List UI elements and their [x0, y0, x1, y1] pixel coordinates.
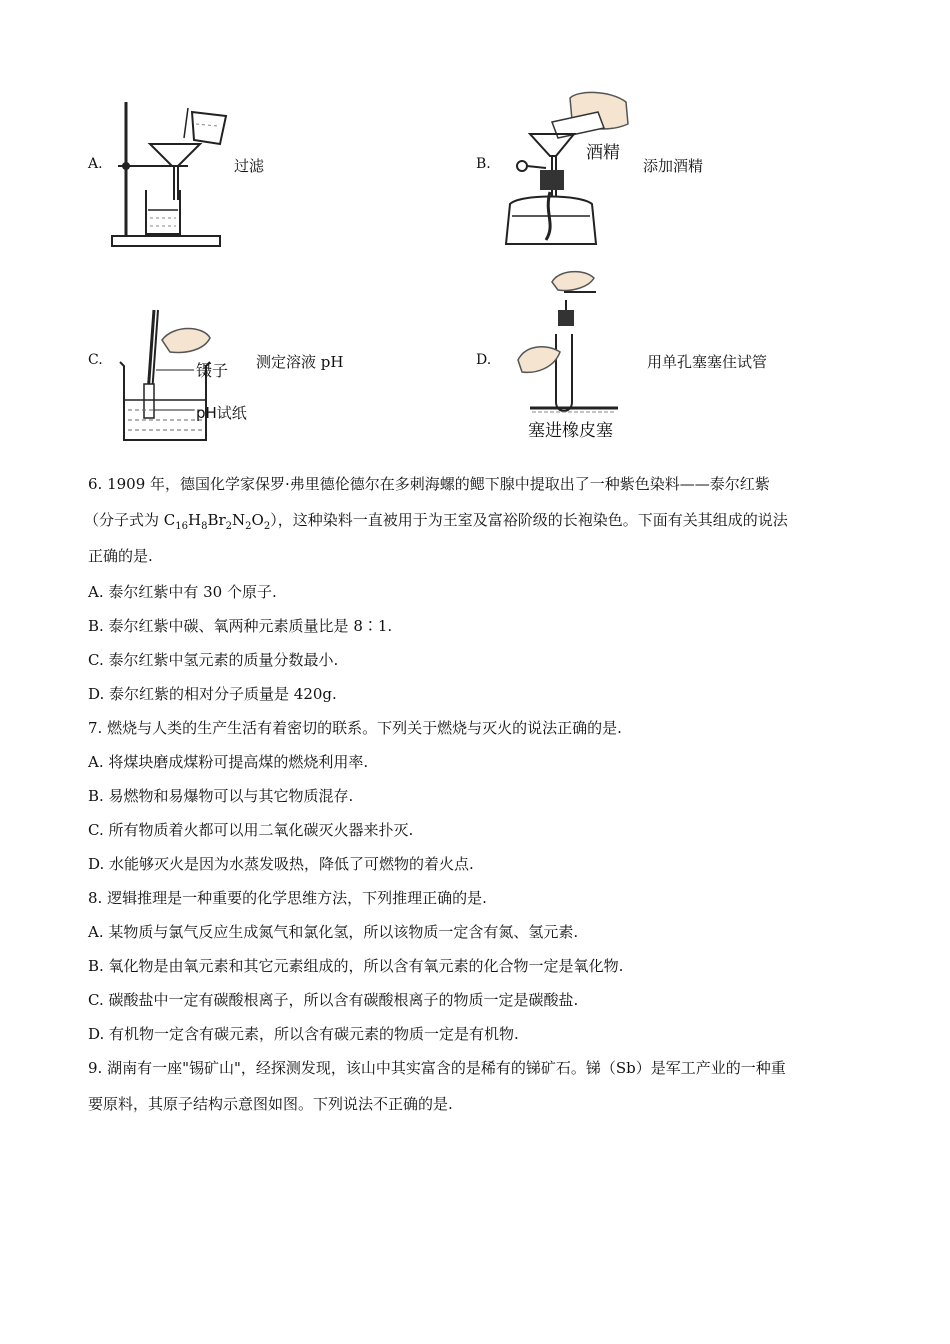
- q8-stem: 8. 逻辑推理是一种重要的化学思维方法，下列推理正确的是.: [88, 889, 487, 907]
- test-tube-stopper-figure: [514, 264, 644, 442]
- ph-paper-label: pH试纸: [196, 404, 247, 422]
- formula-subscript: 8: [201, 521, 208, 532]
- q9-stem-line2: 要原料，其原子结构示意图如图。下列说法不正确的是.: [88, 1095, 453, 1113]
- q9-stem-line1: 9. 湖南有一座"锡矿山"，经探测发现，该山中其实富含的是稀有的锑矿石。锑（Sb）是军工产业的一种重: [88, 1059, 786, 1077]
- option-letter: C.: [88, 352, 103, 368]
- option-caption: 添加酒精: [643, 157, 704, 175]
- alcohol-lamp-figure: [500, 84, 640, 252]
- q6-option-d: D. 泰尔红紫的相对分子质量是 420g.: [88, 685, 337, 703]
- push-stopper-label: 塞进橡皮塞: [528, 421, 613, 441]
- q7-option-d: D. 水能够灭火是因为水蒸发吸热，降低了可燃物的着火点.: [88, 855, 474, 873]
- q8-option-b: B. 氧化物是由氧元素和其它元素组成的，所以含有氧元素的化合物一定是氧化物.: [88, 957, 624, 975]
- molecular-formula: [163, 511, 271, 532]
- tweezers-label: 镊子: [196, 361, 229, 380]
- q6-option-c: C. 泰尔红紫中氢元素的质量分数最小.: [88, 651, 339, 669]
- option-letter: B.: [476, 156, 491, 172]
- q8-option-a: A. 某物质与氯气反应生成氮气和氯化氢，所以该物质一定含有氮、氢元素.: [88, 923, 579, 941]
- q7-option-b: B. 易燃物和易爆物可以与其它物质混存.: [88, 787, 354, 805]
- option-caption: 过滤: [234, 157, 265, 175]
- formula-element: H: [188, 511, 202, 529]
- alcohol-label: 酒精: [586, 143, 620, 163]
- q6-option-a: A. 泰尔红紫中有 30 个原子.: [88, 583, 277, 601]
- formula-subscript: 2: [263, 521, 271, 532]
- formula-subscript: 2: [245, 521, 252, 532]
- q6-stem-line3: 正确的是.: [88, 547, 153, 565]
- option-caption: 用单孔塞塞住试管: [647, 353, 768, 371]
- q8-option-c: C. 碳酸盐中一定有碳酸根离子，所以含有碳酸根离子的物质一定是碳酸盐.: [88, 991, 579, 1009]
- q6-line2-suffix: ），这种染料一直被用于为王室及富裕阶级的长袍染色。下面有关其组成的说法: [270, 511, 788, 529]
- q7-option-c: C. 所有物质着火都可以用二氧化碳灭火器来扑灭.: [88, 821, 414, 839]
- formula-subscript: 2: [225, 521, 233, 532]
- formula-subscript: 16: [175, 521, 188, 532]
- option-letter: A.: [88, 156, 103, 172]
- formula-element: C: [163, 511, 176, 529]
- q7-stem: 7. 燃烧与人类的生产生活有着密切的联系。下列关于燃烧与灭火的说法正确的是.: [88, 719, 622, 737]
- formula-element: O: [251, 511, 264, 529]
- q8-option-d: D. 有机物一定含有碳元素，所以含有碳元素的物质一定是有机物.: [88, 1025, 519, 1043]
- formula-element: Br: [207, 511, 226, 529]
- q6-stem-line2: [84, 510, 788, 537]
- formula-element: N: [232, 511, 246, 529]
- q6-option-b: B. 泰尔红紫中碳、氧两种元素质量比是 8∶1.: [88, 617, 393, 635]
- q7-option-a: A. 将煤块磨成煤粉可提高煤的燃烧利用率.: [88, 753, 369, 771]
- q6-line2-prefix: （分子式为: [84, 511, 164, 529]
- q6-stem-line1: 6. 1909 年，德国化学家保罗·弗里德伦德尔在多刺海螺的鳃下腺中提取出了一种紫色染料——泰尔红紫: [88, 475, 770, 493]
- option-letter: D.: [476, 352, 492, 368]
- filtration-figure: [108, 98, 238, 250]
- option-caption: 测定溶液 pH: [256, 353, 344, 371]
- ph-test-figure: [114, 304, 254, 444]
